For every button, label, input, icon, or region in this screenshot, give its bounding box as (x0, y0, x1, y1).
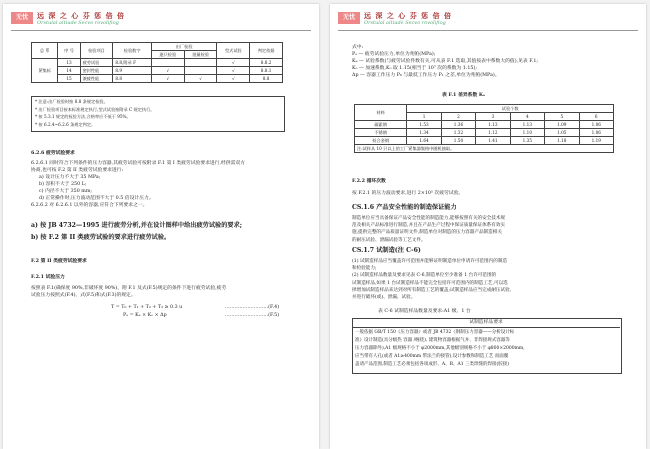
table-header-cell: 1 (407, 113, 441, 121)
right-page (330, 4, 646, 449)
table-header-cell: 出厂检验 (151, 43, 217, 51)
table-cell: √ (217, 75, 250, 83)
table-cell: 1.06 (579, 121, 614, 129)
option-a: a) 按 JB 4732—1995 进行疲劳分析,并在设计图样中给出疲劳试验的要求; (31, 222, 243, 229)
table-cell: 8.8.1 (250, 67, 283, 75)
paragraph-line: (1) 试制造样品应当覆盖许可范围并能够证明制造单位申请许可范围内的制造 (352, 259, 507, 264)
note-line: * 出厂检验项目按本标准规定执行,型式试验按附录 C 规定执行。 (35, 106, 155, 112)
variable-definitions (352, 44, 538, 79)
table-cell: 1.53 (407, 121, 441, 129)
paragraph-line: 的耐压试验、泄漏试验等工艺文件。 (352, 237, 426, 243)
paragraph-line: 试验压力按照式(F.4)、式(F.5)和式(F.3)的规定。 (31, 293, 136, 298)
table-cell: 1.36 (441, 121, 475, 129)
inspection-table (31, 42, 283, 83)
paragraph-line: Δp — 容器工作压力 P₀ 与最低工作压力 P₁ 之差,单位为兆帕(MPa)。 (352, 73, 500, 78)
table-row (32, 67, 283, 75)
formula-number: ………………………(F.5) (225, 313, 280, 318)
table-header-cell: 检验项目 (80, 43, 113, 59)
option-b: b) 按 F.2 第 II 类疲劳试验的要求进行疲劳试验。 (31, 234, 171, 241)
requirements-title: 试制造样品要求 (469, 320, 503, 325)
section-heading: CS.1.7 试制造(注 C-6) (352, 247, 421, 254)
table-notes (35, 98, 155, 128)
paragraph-line: 试制造样品,如果 1 台试制造样品不能完全包括许可范围内的制造工艺,可以选 (352, 280, 508, 286)
paragraph-line: Pₑ — 疲劳试验压力,单位为兆帕(MPa); (352, 52, 436, 57)
paragraph-line: 6.2.6.1 同时符合下列条件的压力容器,其疲劳试验可按附录 F.1 第 I 类疲劳试验要求进行,经供需双方 (31, 161, 245, 166)
table-cell (184, 67, 217, 75)
list-item: d) 正常操作时,压力波动范围不大于 0.5 倍设计压力。 (39, 196, 154, 201)
formula: Pₑ = Kₑ × Kₒ × Δp (123, 313, 167, 318)
section-heading: 6.2.6 疲劳试验要求 (31, 150, 75, 156)
table-cell: 1.34 (407, 129, 441, 137)
requirements-body (355, 329, 525, 369)
paragraph-line: 压力容器除外),A1 级规格不小于 φ2000mm,其他级别规格不小于 φ800×2000mm, (355, 346, 525, 351)
logo: 无忧 (338, 12, 360, 24)
note-line: * 按 6.2.4~6.2.6 条规定判定。 (35, 121, 96, 127)
table-cell: √ (151, 67, 184, 75)
table-header-cell: 批量检验 (184, 51, 217, 59)
section-body (31, 285, 226, 299)
paragraph-line: 应当带有人孔(或者 A1≥400mm 带法兰的接管),设计参数和制造工艺 而面覆 (355, 354, 509, 359)
paragraph-line: 6.2.6.2 对 6.2.6.1 以外的容器,应符合下列要求之一。 (31, 203, 148, 208)
table-cell: 8.8.2 (250, 59, 283, 67)
paragraph-line: 和检验能力; (352, 266, 377, 272)
table-cell: 1.10 (510, 129, 544, 137)
table-header-cell: 5 (545, 113, 579, 121)
table-row (32, 75, 283, 83)
table-header-cell: 检验数字 (113, 43, 152, 59)
table-cell: 滚疲性能 (80, 75, 113, 83)
formula: T = T₀ + T₁ + T₂ + T₃ ≥ 0.3 u (111, 305, 183, 310)
table-header-cell: 4 (510, 113, 544, 121)
table-cell (184, 59, 217, 67)
table-cell: 1.19 (579, 137, 614, 145)
table-cell: 8.8 (113, 75, 152, 83)
table-cell (151, 59, 184, 67)
table-cell: 8.8 (250, 75, 283, 83)
list-item: c) 内径不大于 350 mm; (39, 189, 92, 194)
paragraph-line: 一般依据 GB/T 150《压力容器》或者 JB 4732《钢制压力容器——分析设计标 (355, 330, 515, 335)
page-header (11, 10, 311, 31)
table-row (32, 59, 283, 67)
table-cell: 8.9 (113, 67, 152, 75)
table-header-cell: 材料 (355, 105, 407, 121)
section-heading: F.2.2 循环次数 (352, 178, 386, 184)
section-body (352, 215, 505, 244)
table-note: 注:试样从 10 只以上的工厂紧集器集格中随机抽取。 (355, 145, 614, 153)
table-header-cell: 6 (579, 113, 614, 121)
header-subtitle: Orstulal aitiude Secvo rovolifiog (37, 20, 119, 26)
paragraph-line: 择增加试制造样品来达到对所有制造工艺的覆盖;试制造样品应当完成耐压试验, (352, 287, 512, 293)
table-cell: 8.8,附录 F (113, 59, 152, 67)
table-header-cell: 序 号 (58, 43, 80, 59)
paragraph-line: 式中: (352, 45, 364, 50)
note-line: * 注意:出厂检验时按 8.8 条规定检验。 (35, 99, 108, 104)
paragraph-line: Kₑ — 试验系数(与疲劳试验件数有关,可从表 F.1 选取,其值按表中系数大的值),见表 F.1; (352, 59, 539, 64)
table-cell: √ (151, 75, 184, 83)
table-header-cell: 判定依据 (250, 43, 283, 59)
table-cell: 疲劳试验 (80, 59, 113, 67)
header-title: 远 深 之 心 芬 惩 倍 倍 (37, 11, 126, 20)
table-row (355, 129, 614, 137)
table-cell: 1.50 (441, 137, 475, 145)
left-page (3, 4, 319, 449)
table-cell: 1.13 (476, 121, 510, 129)
table-cell: 密封性能 (80, 67, 113, 75)
table-header-cell: 总 系 (32, 43, 58, 59)
table-cell: 1.32 (441, 129, 475, 137)
table-cell: 13 (58, 59, 80, 67)
table-cell: 1.41 (476, 137, 510, 145)
paragraph-line: 施,提供完整的产品质量证明文件,制造单位对制造的压力容器产品制造相关 (352, 230, 502, 236)
table-header-cell: 试验个数 (407, 105, 614, 113)
table-cell: 不锈钢 (355, 129, 407, 137)
paragraph-line: 按照表 F.1(确保度 90%,非破坏度 90%)、附 F.1 及式(F.5)规定的条件下进行疲劳试验,疲劳 (31, 286, 227, 291)
table-cell: 1.18 (545, 137, 579, 145)
table-header-cell: 2 (441, 113, 475, 121)
logo: 无忧 (11, 12, 33, 24)
section-heading: F.2.1 试验压力 (31, 274, 65, 280)
table-header-cell: 3 (476, 113, 510, 121)
section-heading: CS.1.6 产品安全性能的制造保证能力 (352, 204, 457, 211)
header-title: 远 深 之 心 芬 惩 倍 倍 (364, 11, 453, 20)
paragraph-line: (2) 试制造样品数量及要求见表 C-6,制造单位至少准备 1 台许可范围的 (352, 273, 497, 279)
formula-number: ………………………(F.4) (225, 305, 280, 310)
table-cell: 紧集标 (32, 59, 58, 83)
paragraph-line: 盖请产品范围,制造工艺必须包括各项成形、A、B、A1 三类焊缝的焊接(胶接) (355, 362, 510, 367)
table-cell: √ (217, 67, 250, 75)
table-row (355, 137, 614, 145)
paragraph-line: 按 F.2.1 的压力波动要求,进行 2×10⁵ 次疲劳试验。 (352, 191, 464, 196)
table-title: 表 F.1 差异系数 Kₑ (442, 92, 486, 98)
table-cell: 1.12 (476, 129, 510, 137)
section-heading: F.2 第 II 类疲劳试验要求 (31, 258, 87, 264)
paragraph-line: 范及相关产品标准进行制造,并且在产品生产过程中保证质量保证体系有效实 (352, 223, 506, 229)
paragraph-line: 协商,也可按 F.2 第 II 类疲劳试验要求进行: (31, 168, 124, 173)
list-item: b) 容积不大于 250 L; (39, 182, 87, 187)
header-subtitle: Orstulal aitiude Secvo rovolifiog (364, 20, 446, 26)
paragraph-line: 准》设计制造(具分级热 容器 /缠绕), 建筑物容器根据气并、非焊接规式容器等 (355, 338, 510, 343)
table-cell: 1.64 (407, 137, 441, 145)
table-header-cell: 逐只检验 (151, 51, 184, 59)
table-cell: 碳素钢 (355, 121, 407, 129)
paragraph-line: Kₒ — 加速系数,Kₒ 取 1.15(相当于 10⁷ 次的系数为 1.15); (352, 66, 477, 71)
table-header-cell: 型式试验 (217, 43, 250, 59)
table-cell: 1.05 (545, 129, 579, 137)
paragraph-line: 制造单位应当具备保证产品安全性能的制造能力,能够按照有关的安全技术规 (352, 216, 506, 221)
section-body (352, 258, 511, 301)
factor-table (354, 104, 614, 153)
table-cell: 1.06 (579, 129, 614, 137)
table-cell: 1.13 (510, 121, 544, 129)
list-item: a) 设计压力不大于 35 MPa; (39, 175, 101, 180)
table-cell: √ (184, 75, 217, 83)
table-row (355, 121, 614, 129)
paragraph-line: 并进行破坏(或)、泄漏、试验。 (352, 295, 416, 301)
table-cell: √ (217, 59, 250, 67)
table-cell: 1.09 (545, 121, 579, 129)
note-line: * 按 5.3.1 规定的检验方法,合格率应不低于 95%。 (35, 114, 131, 119)
section-body (31, 160, 245, 209)
table-cell: 1.35 (510, 137, 544, 145)
table-cell: 14 (58, 67, 80, 75)
page-header (338, 10, 638, 31)
table-cell: 15 (58, 75, 80, 83)
table-cell: 低合金钢 (355, 137, 407, 145)
table-title: 表 C-6 试制造样品数量及要求:A1 级、1 台 (378, 309, 471, 314)
